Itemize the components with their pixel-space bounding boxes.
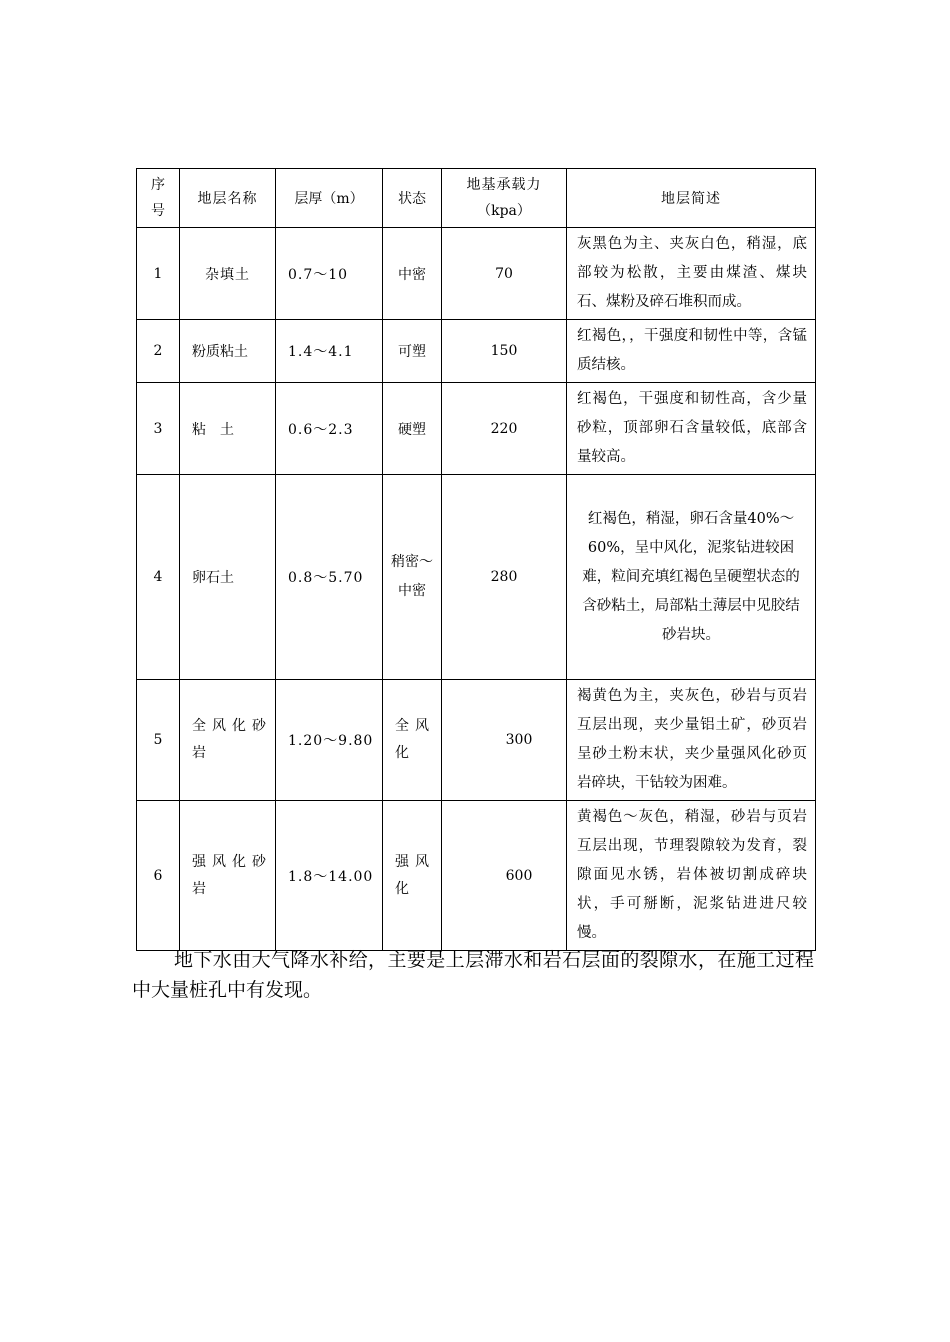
table-header-row [137,169,816,228]
header-thickness: 层厚（m） [276,169,383,228]
cell-thickness: 1.4～4.1 [276,320,383,383]
header-capacity [442,169,567,228]
header-state: 状态 [383,169,442,228]
table-row [137,801,816,951]
header-capacity-line1: 地基承载力 [466,177,542,193]
header-name: 地层名称 [180,169,276,228]
cell-name: 杂填土 [180,228,276,320]
cell-name: 全风化砂岩 [180,680,276,801]
header-description: 地层简述 [567,169,816,228]
cell-state: 强风化 [383,801,442,951]
cell-index: 5 [137,680,180,801]
header-index-line1: 序 [151,177,165,193]
cell-description: 红褐色，干强度和韧性高，含少量砂粒，顶部卵石含量较低，底部含量较高。 [567,383,816,475]
cell-name: 卵石土 [180,475,276,680]
cell-thickness: 0.8～5.70 [276,475,383,680]
cell-name: 粘 土 [180,383,276,475]
cell-description: 褐黄色为主，夹灰色，砂岩与页岩互层出现，夹少量铝土矿，砂页岩呈砂土粉末状，夹少量强风化砂页岩碎块，干钻较为困难。 [567,680,816,801]
cell-index: 2 [137,320,180,383]
cell-name: 粉质粘土 [180,320,276,383]
cell-thickness: 1.8～14.00 [276,801,383,951]
table-row [137,228,816,320]
cell-name: 强风化砂岩 [180,801,276,951]
cell-description: 红褐色，稍湿，卵石含量40%～60%，呈中风化，泥浆钻进较困难，粒间充填红褐色呈硬塑状态的含砂粘土，局部粘土薄层中见胶结砂岩块。 [567,475,816,680]
cell-state: 中密 [383,228,442,320]
table-row [137,680,816,801]
cell-index: 4 [137,475,180,680]
cell-thickness: 0.6～2.3 [276,383,383,475]
cell-capacity: 150 [442,320,567,383]
cell-description: 灰黑色为主、夹灰白色，稍湿，底部较为松散，主要由煤渣、煤块石、煤粉及碎石堆积而成。 [567,228,816,320]
cell-thickness: 0.7～10 [276,228,383,320]
cell-capacity: 220 [442,383,567,475]
cell-state: 稍密～中密 [383,475,442,680]
cell-description: 红褐色，，干强度和韧性中等，含锰质结核。 [567,320,816,383]
header-capacity-line2: （kpa） [477,203,531,219]
cell-state: 可塑 [383,320,442,383]
cell-capacity: 70 [442,228,567,320]
cell-capacity: 280 [442,475,567,680]
cell-capacity: 300 [442,680,567,801]
header-index-line2: 号 [151,203,165,219]
cell-description: 黄褐色～灰色，稍湿，砂岩与页岩互层出现，节理裂隙较为发育，裂隙面见水锈，岩体被切割成碎块状，手可掰断，泥浆钻进进尺较慢。 [567,801,816,951]
header-index [137,169,180,228]
cell-state: 全风化 [383,680,442,801]
cell-capacity: 600 [442,801,567,951]
strata-table [136,168,816,951]
cell-index: 6 [137,801,180,951]
cell-state: 硬塑 [383,383,442,475]
table-row [137,320,816,383]
cell-index: 3 [137,383,180,475]
table-row [137,475,816,680]
groundwater-paragraph: 地下水由大气降水补给，主要是上层滞水和岩石层面的裂隙水，在施工过程中大量桩孔中有发现。 [132,949,814,1001]
cell-thickness: 1.20～9.80 [276,680,383,801]
cell-index: 1 [137,228,180,320]
table-row [137,383,816,475]
